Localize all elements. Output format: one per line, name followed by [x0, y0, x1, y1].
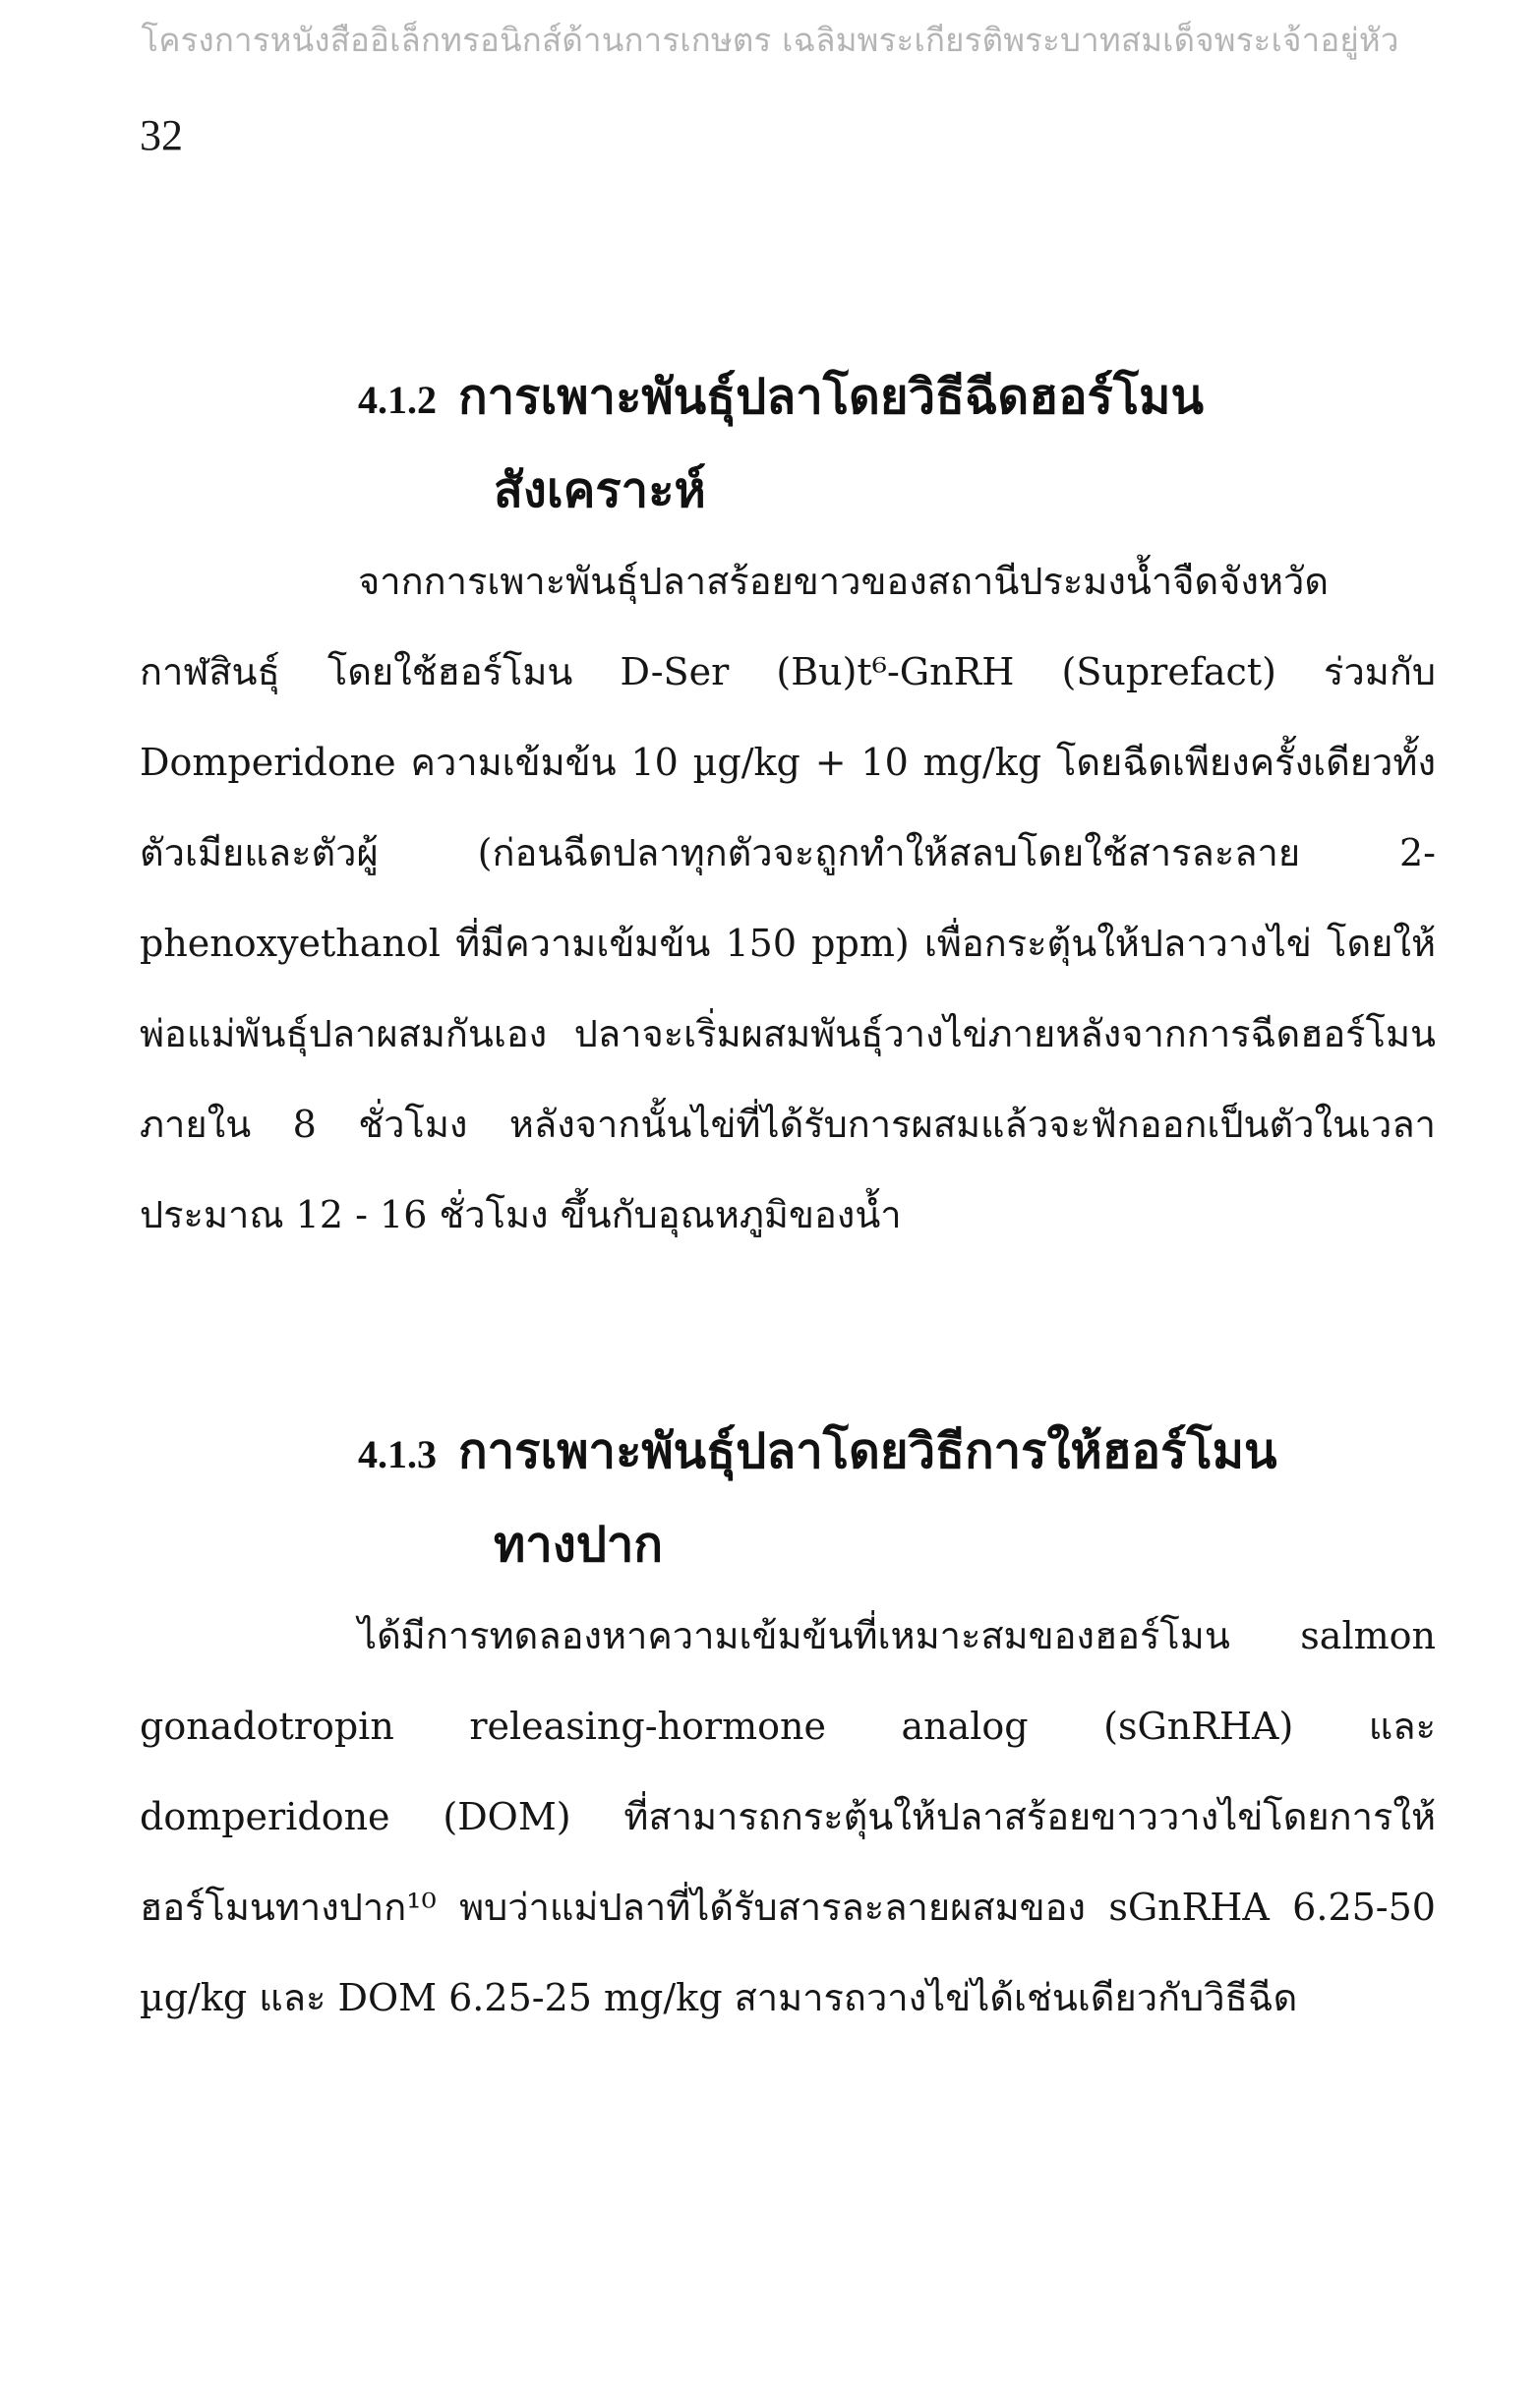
section-paragraph: [140, 1590, 1436, 2043]
section-heading: [140, 1407, 1436, 1590]
paragraph-text: ได้มีการทดลองหาความเข้มข้นที่เหมาะสมของฮอร์โมน salmon gonadotropin releasing-hormone analog (sGnRHA) และ domperidone (DOM) ที่สามารถกระตุ้นให้ปลาสร้อยขาววางไข่โดยการให้ฮอร์โมนทางปาก¹⁰ พบว่าแม่ปลาที่ได้รับสารละลายผสมของ sGnRHA 6.25-50 µg/kg และ DOM 6.25-25 mg/kg สามารถวางไข่ได้เช่นเดียวกับวิธีฉีด: [140, 1614, 1436, 2019]
section-title-line1: การเพาะพันธุ์ปลาโดยวิธีฉีดฮอร์โมน: [458, 369, 1204, 425]
section-number: 4.1.3: [358, 1432, 437, 1476]
section-4-1-3: [140, 1407, 1436, 2043]
section-number: 4.1.2: [358, 378, 437, 422]
section-title-line1: การเพาะพันธุ์ปลาโดยวิธีการให้ฮอร์โมน: [458, 1423, 1277, 1479]
page-number: 32: [140, 111, 183, 159]
section-heading: [140, 352, 1436, 536]
paragraph-text: จากการเพาะพันธุ์ปลาสร้อยขาวของสถานีประมงน้ำจืดจังหวัดกาฬสินธุ์ โดยใช้ฮอร์โมน D-Ser (Bu)t⁶-GnRH (Suprefact) ร่วมกับ Domperidone ความเข้มข้น 10 µg/kg + 10 mg/kg โดยฉีดเพียงครั้งเดียวทั้งตัวเมียและตัวผู้ (ก่อนฉีดปลาทุกตัวจะถูกทำให้สลบโดยใช้สารละลาย 2-phenoxyethanol ที่มีความเข้มข้น 150 ppm) เพื่อกระตุ้นให้ปลาวางไข่ โดยให้พ่อแม่พันธุ์ปลาผสมกันเอง ปลาจะเริ่มผสมพันธุ์วางไข่ภายหลังจากการฉีดฮอร์โมนภายใน 8 ชั่วโมง หลังจากนั้นไข่ที่ได้รับการผสมแล้วจะฟักออกเป็นตัวในเวลาประมาณ 12 - 16 ชั่วโมง ขึ้นกับอุณหภูมิของน้ำ: [140, 560, 1436, 1236]
section-title-line2: ทางปาก: [494, 1517, 664, 1573]
section-title-line2: สังเคราะห์: [494, 462, 706, 518]
watermark-header: โครงการหนังสืออิเล็กทรอนิกส์ด้านการเกษตร เฉลิมพระเกียรติพระบาทสมเด็จพระเจ้าอยู่หัว: [141, 21, 1399, 59]
section-paragraph: [140, 536, 1436, 1260]
section-4-1-2: [140, 352, 1436, 1260]
